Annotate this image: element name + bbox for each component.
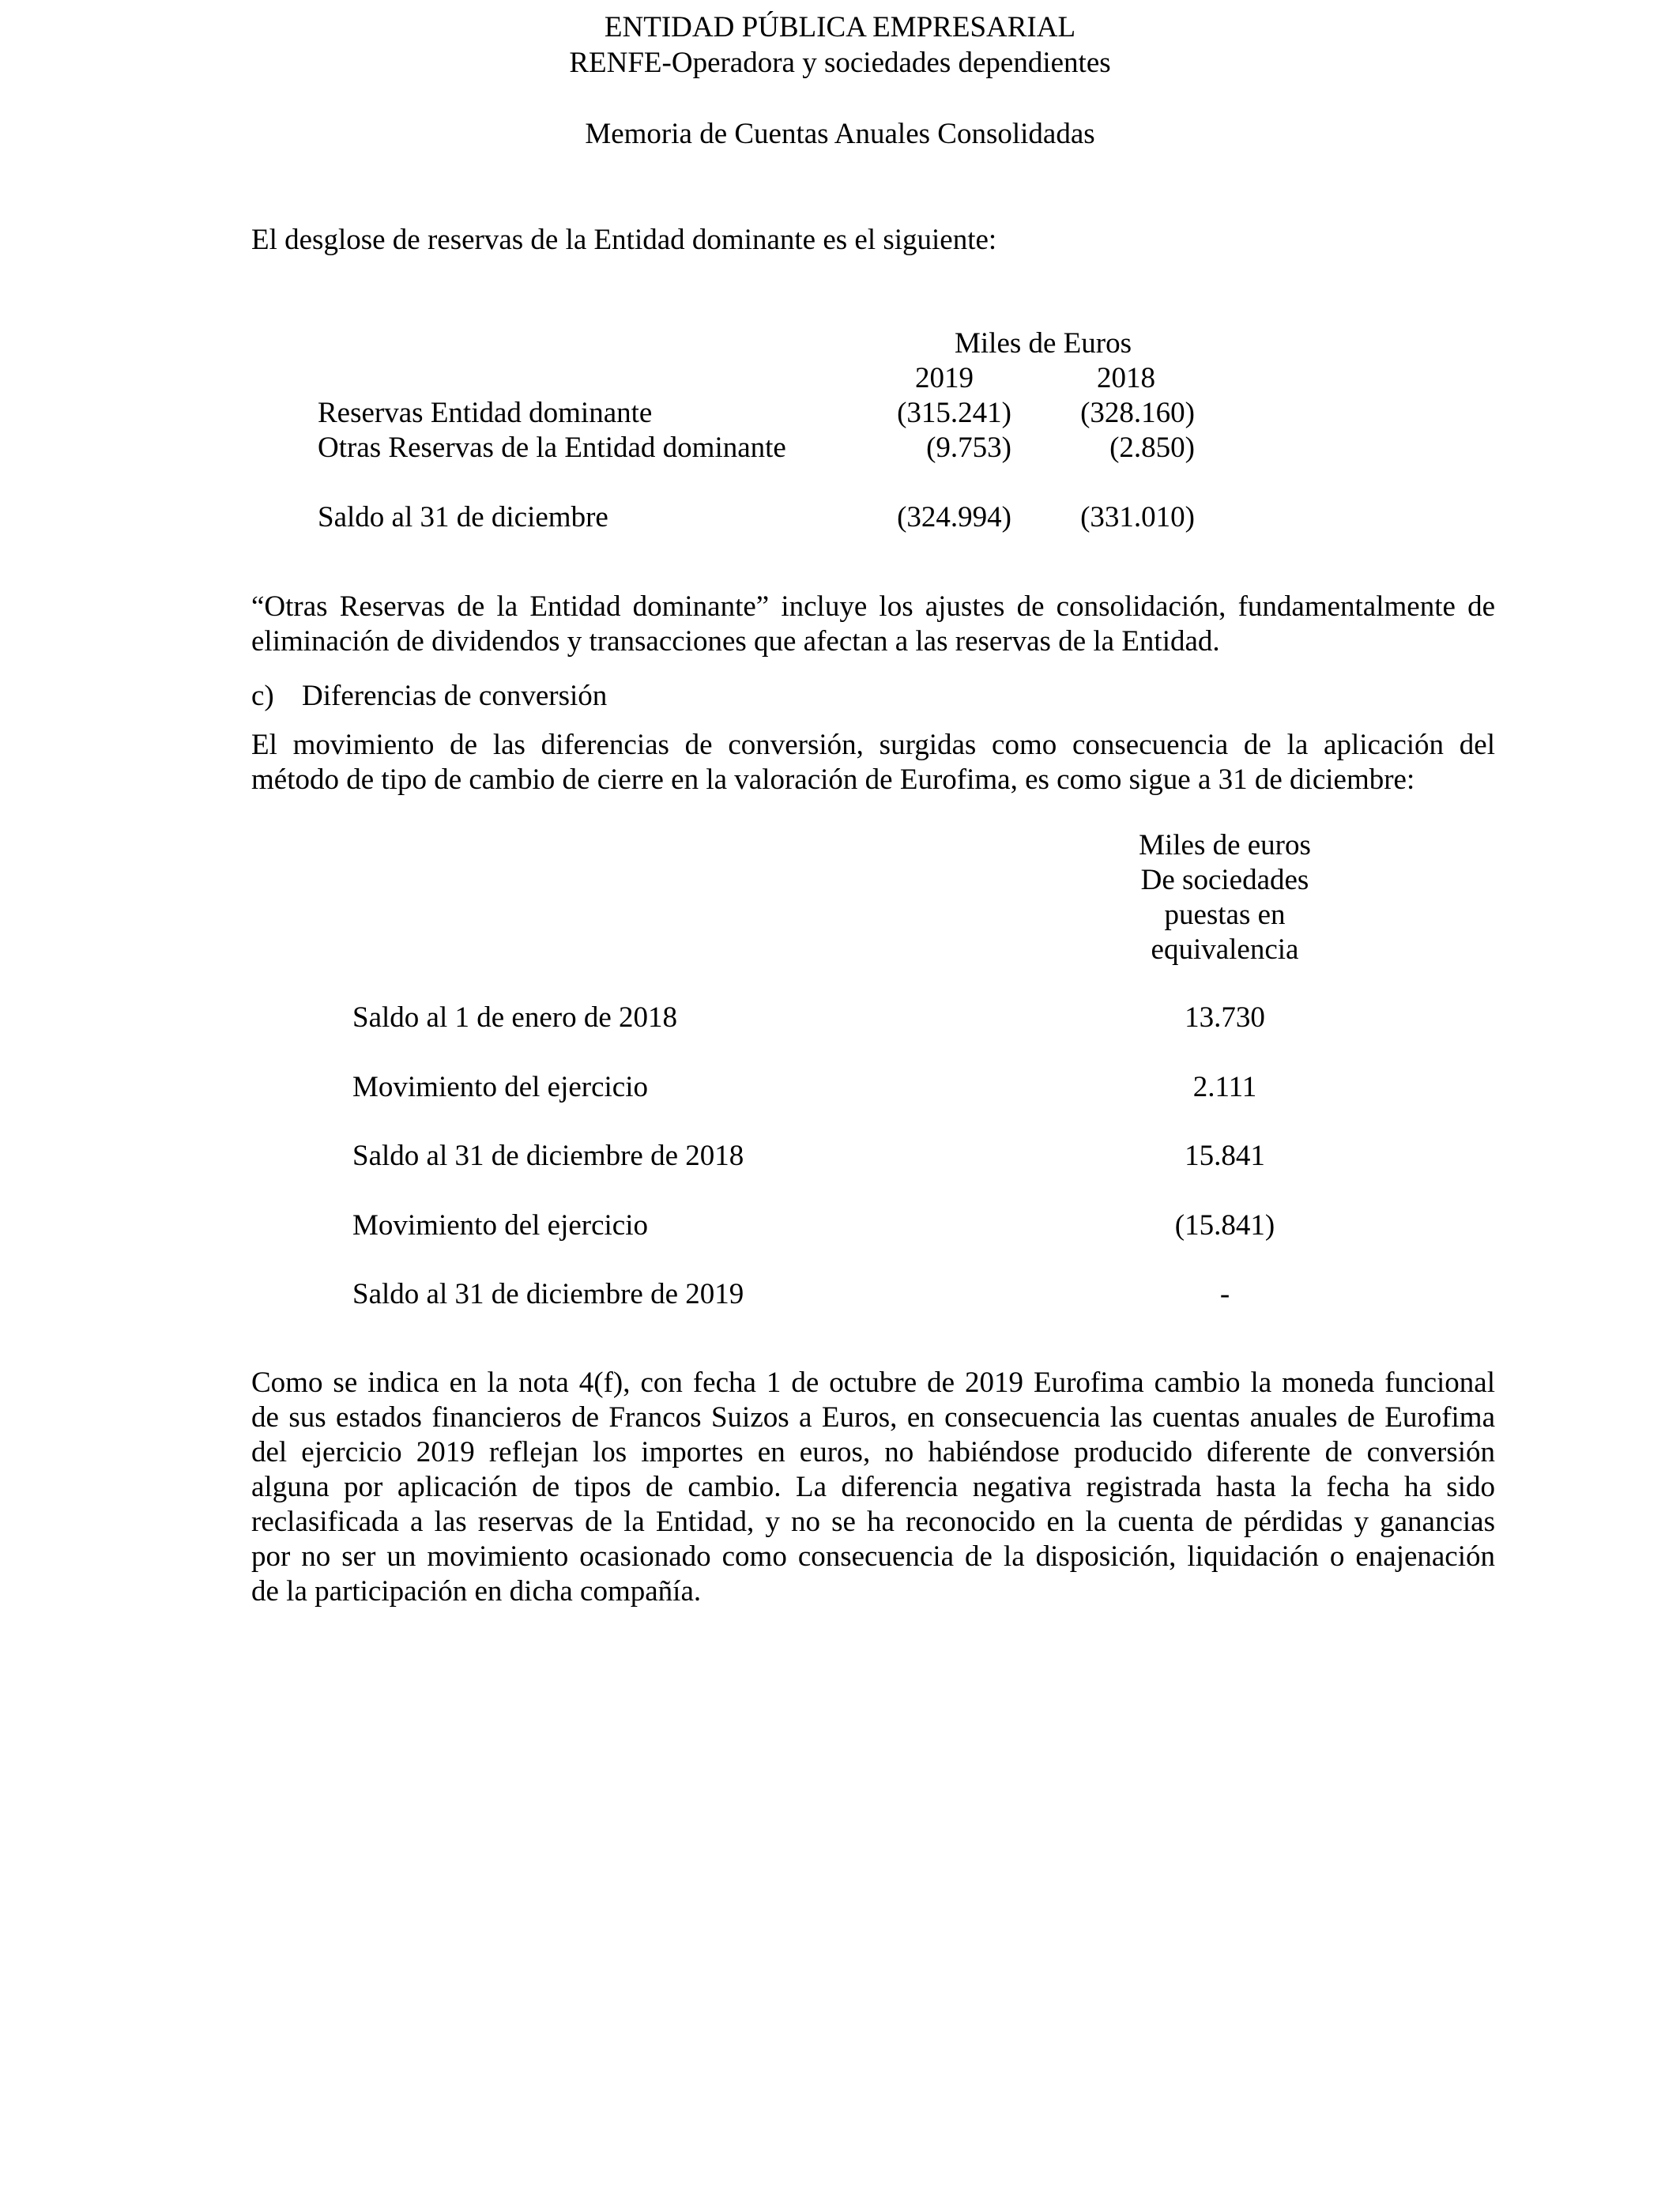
paragraph-line: “Otras Reservas de la Entidad dominante” incluye los ajustes de consolidación, fundamentalmente de <box>251 590 1495 623</box>
row-label: Saldo al 31 de diciembre de 2019 <box>352 1278 744 1310</box>
conversion-header-line: equivalencia <box>1151 933 1299 966</box>
row-value-2018: (328.160) <box>1080 397 1195 429</box>
row-value: 2.111 <box>1192 1071 1257 1103</box>
conversion-header-line: puestas en <box>1164 899 1286 931</box>
reserves-unit-header: Miles de Euros <box>954 327 1132 360</box>
conversion-header-line: Miles de euros <box>1139 829 1311 861</box>
row-label: Saldo al 31 de diciembre de 2018 <box>352 1140 744 1172</box>
header-group: RENFE-Operadora y sociedades dependientes <box>569 47 1111 79</box>
row-label: Movimiento del ejercicio <box>352 1071 648 1103</box>
reserves-year-2019: 2019 <box>915 362 974 394</box>
row-value: 13.730 <box>1185 1001 1265 1034</box>
closing-paragraph <box>251 1366 1495 1609</box>
header-entity: ENTIDAD PÚBLICA EMPRESARIAL <box>604 11 1076 43</box>
section-title: Diferencias de conversión <box>302 680 608 712</box>
total-value-2019: (324.994) <box>897 501 1011 533</box>
row-value: (15.841) <box>1174 1209 1275 1242</box>
paragraph-line: Como se indica en la nota 4(f), con fecha 1 de octubre de 2019 Eurofima cambio la moneda funcional <box>251 1367 1495 1399</box>
paragraph-line: reclasificada a las reservas de la Entidad, y no se ha reconocido en la cuenta de pérdidas y ganancias <box>251 1506 1495 1538</box>
header-report-title: Memoria de Cuentas Anuales Consolidadas <box>585 118 1095 150</box>
row-label: Otras Reservas de la Entidad dominante <box>318 432 786 464</box>
row-value: 15.841 <box>1185 1140 1265 1172</box>
note-paragraph <box>251 590 1495 659</box>
paragraph-line: por no ser un movimiento ocasionado como consecuencia de la disposición, liquidación o enajenación <box>251 1540 1495 1573</box>
paragraph-line: El movimiento de las diferencias de conversión, surgidas como consecuencia de la aplicación del <box>251 729 1495 761</box>
movement-paragraph <box>251 728 1495 797</box>
paragraph-line: alguna por aplicación de tipos de cambio. La diferencia negativa registrada hasta la fecha ha sido <box>251 1471 1495 1503</box>
conversion-header-line: De sociedades <box>1140 864 1309 896</box>
paragraph-line: de sus estados financieros de Francos Suizos a Euros, en consecuencia las cuentas anuales de Eurofima <box>251 1401 1495 1434</box>
total-value-2018: (331.010) <box>1080 501 1195 533</box>
row-label: Saldo al 1 de enero de 2018 <box>352 1001 677 1034</box>
section-marker: c) <box>251 680 274 712</box>
row-value-2019: (9.753) <box>926 432 1011 464</box>
paragraph-line: del ejercicio 2019 reflejan los importes en euros, no habiéndose producido diferente de conversión <box>251 1436 1495 1468</box>
paragraph-line: eliminación de dividendos y transacciones que afectan a las reservas de la Entidad. <box>251 625 1220 658</box>
reserves-year-2018: 2018 <box>1097 362 1155 394</box>
intro-text: El desglose de reservas de la Entidad dominante es el siguiente: <box>251 224 997 256</box>
row-value: - <box>1219 1278 1230 1310</box>
row-label: Reservas Entidad dominante <box>318 397 653 429</box>
row-label: Movimiento del ejercicio <box>352 1209 648 1242</box>
row-value-2019: (315.241) <box>897 397 1011 429</box>
paragraph-line: de la participación en dicha compañía. <box>251 1575 702 1608</box>
paragraph-line: método de tipo de cambio de cierre en la valoración de Eurofima, es como sigue a 31 de diciembre: <box>251 763 1415 796</box>
row-value-2018: (2.850) <box>1109 432 1195 464</box>
total-label: Saldo al 31 de diciembre <box>318 501 608 533</box>
